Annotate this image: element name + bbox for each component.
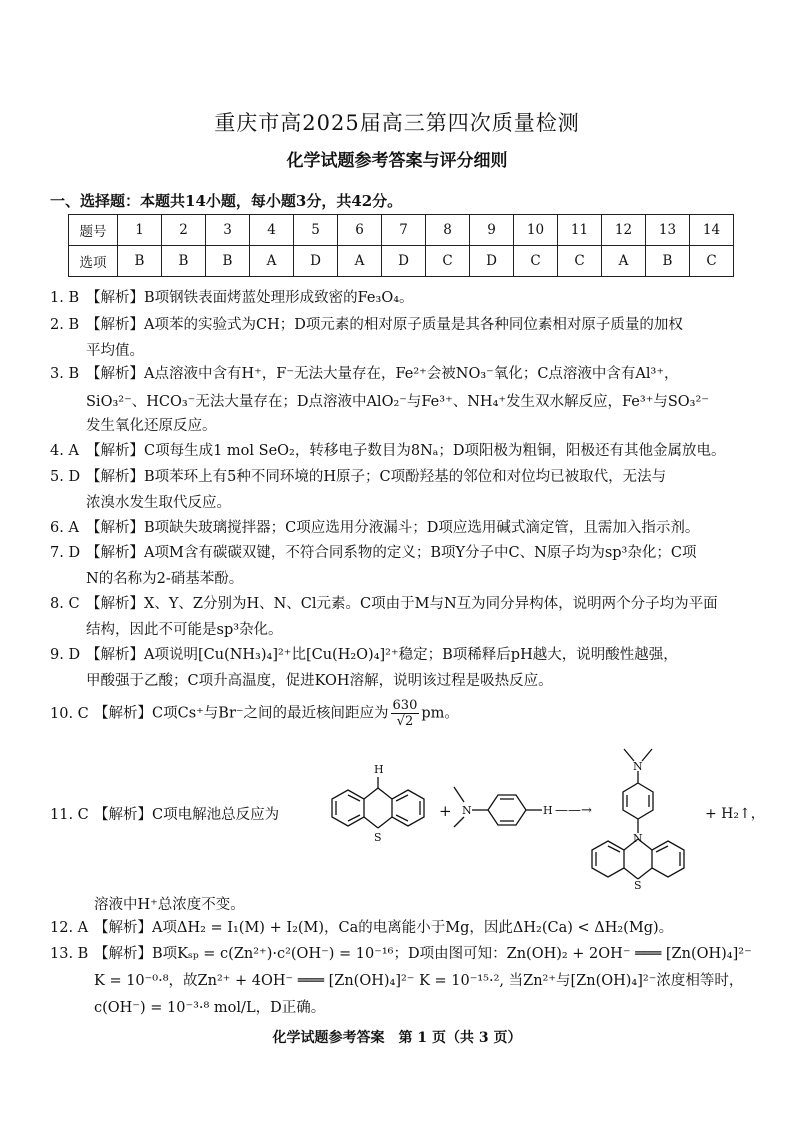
- reaction-arrow: ——→: [555, 803, 592, 818]
- answer-cell: B: [118, 246, 162, 277]
- item-number: 1. B: [50, 290, 80, 306]
- sulfur-label: S: [634, 879, 642, 890]
- item-continuation: SiO₃²⁻、HCO₃⁻无法大量存在；D点溶液中AlO₂⁻与Fe³⁺、NH₄⁺发生双水解反应，Fe³⁺与SO₃²⁻: [86, 394, 709, 410]
- item-continuation: 发生氧化还原反应。: [86, 418, 217, 434]
- item-explanation: 【解析】A项说明[Cu(NH₃)₄]²⁺比[Cu(H₂O)₄]²⁺稳定；B项稀释后pH越大，说明酸性越强，: [86, 647, 678, 663]
- item-explanation: 【解析】C项每生成1 mol SeO₂，转移电子数目为8Nₐ；D项阳极为粗铜，阳极还有其他金属放电。: [86, 443, 726, 459]
- answer-cell: B: [206, 246, 250, 277]
- question-number-cell: 2: [162, 215, 206, 246]
- table-row: [69, 215, 734, 246]
- answer-item: [50, 942, 752, 966]
- table-row: [69, 246, 734, 277]
- item-continuation: N的名称为2-硝基苯酚。: [86, 571, 244, 587]
- item-continuation: 甲酸强于乙酸；C项升高温度，促进KOH溶解，说明该过程是吸热反应。: [86, 673, 553, 689]
- item-number: 11. C: [50, 807, 89, 823]
- item-number: 12. A: [50, 920, 89, 936]
- page-footer: 化学试题参考答案 第 1 页（共 3 页）: [272, 1030, 522, 1046]
- answer-item: [50, 313, 683, 337]
- item-explanation: 【解析】A项苯的实验式为CH；D项元素的相对原子质量是其各种同位素相对原子质量的加权: [86, 317, 683, 333]
- answer-item: [50, 698, 459, 729]
- question-number-cell: 1: [118, 215, 162, 246]
- item-number: 6. A: [50, 520, 79, 536]
- item-explanation: 【解析】C项Cs⁺与Br⁻之间的最近核间距应为: [94, 705, 389, 722]
- page-subtitle: 化学试题参考答案与评分细则: [286, 151, 508, 171]
- question-number-cell: 14: [690, 215, 734, 246]
- question-number-cell: 10: [514, 215, 558, 246]
- fraction: [391, 698, 420, 729]
- item-explanation: 【解析】A项ΔH₂ = I₁(M) + I₂(M)，Ca的电离能小于Mg，因此ΔH₂(Ca) < ΔH₂(Mg)。: [94, 920, 674, 936]
- answer-cell: B: [162, 246, 206, 277]
- question-number-cell: 8: [426, 215, 470, 246]
- answer-cell: A: [250, 246, 294, 277]
- item-number: 8. C: [50, 596, 80, 612]
- item-explanation: 【解析】B项苯环上有5种不同环境的H原子；C项酚羟基的邻位和对位均已被取代，无法与: [86, 469, 667, 485]
- question-number-cell: 7: [382, 215, 426, 246]
- dimethylaniline-structure: [450, 775, 555, 850]
- question-number-cell: 3: [206, 215, 250, 246]
- nitrogen-label: N: [633, 760, 643, 773]
- answer-table: [68, 214, 734, 277]
- item-continuation: 溶液中H⁺总浓度不变。: [94, 897, 245, 913]
- page-title: 重庆市高2025届高三第四次质量检测: [214, 111, 580, 135]
- item-explanation-end: pm。: [421, 705, 459, 722]
- question-number-cell: 9: [470, 215, 514, 246]
- table-header-cell: 选项: [69, 246, 118, 277]
- nitrogen-label: N: [462, 804, 472, 817]
- answer-cell: C: [690, 246, 734, 277]
- answer-item: [50, 362, 679, 386]
- fraction-numerator: 630: [392, 698, 418, 713]
- question-number-cell: 13: [646, 215, 690, 246]
- table-header-cell: 题号: [69, 215, 118, 246]
- item-continuation: 浓溴水发生取代反应。: [86, 495, 231, 511]
- item-explanation-end: + H₂↑，: [705, 806, 765, 822]
- sulfur-label: S: [374, 831, 382, 844]
- item-continuation: 结构，因此不可能是sp³杂化。: [86, 622, 283, 638]
- item-number: 9. D: [50, 647, 81, 663]
- item-continuation: 平均值。: [86, 343, 144, 359]
- hydrogen-label: H: [543, 804, 553, 817]
- hydrogen-label: H: [374, 763, 384, 776]
- answer-cell: D: [470, 246, 514, 277]
- item-number: 7. D: [50, 545, 81, 561]
- answer-cell: A: [338, 246, 382, 277]
- item-number: 4. A: [50, 443, 79, 459]
- item-number: 13. B: [50, 946, 89, 962]
- item-explanation: 【解析】B项Kₛₚ = c(Zn²⁺)·c²(OH⁻) = 10⁻¹⁶；D项由图可知：Zn(OH)₂ + 2OH⁻ ═══ [Zn(OH)₄]²⁻: [94, 946, 752, 962]
- answer-cell: C: [514, 246, 558, 277]
- answer-item: [50, 803, 279, 827]
- nitrogen-label: N: [633, 832, 643, 845]
- plus-sign: +: [439, 802, 452, 820]
- question-number-cell: 5: [294, 215, 338, 246]
- question-number-cell: 12: [602, 215, 646, 246]
- answer-item: [50, 643, 678, 667]
- answer-cell: D: [294, 246, 338, 277]
- answer-cell: A: [602, 246, 646, 277]
- answer-item: [50, 541, 696, 565]
- product-structure: [580, 745, 695, 890]
- answer-item: [50, 592, 718, 616]
- question-number-cell: 6: [338, 215, 382, 246]
- item-explanation: 【解析】A项M含有碳碳双键，不符合同系物的定义；B项Y分子中C、N原子均为sp³杂化；C项: [86, 545, 697, 561]
- phenothiazine-structure: [320, 755, 435, 855]
- item-continuation: c(OH⁻) = 10⁻³·⁸ mol/L，D正确。: [94, 1000, 326, 1016]
- item-number: 3. B: [50, 366, 80, 382]
- item-continuation: K = 10⁻⁰·⁸，故Zn²⁺ + 4OH⁻ ═══ [Zn(OH)₄]²⁻ K = 10⁻¹⁵·², 当Zn²⁺与[Zn(OH)₄]²⁻浓度相等时，: [94, 973, 744, 989]
- section-heading: 一、选择题：本题共14小题，每小题3分，共42分。: [50, 192, 403, 210]
- answer-item: [50, 439, 726, 463]
- item-number: 5. D: [50, 469, 81, 485]
- answer-cell: D: [382, 246, 426, 277]
- answer-item: [50, 516, 699, 540]
- item-explanation: 【解析】B项缺失玻璃搅拌器；C项应选用分液漏斗；D项应选用碱式滴定管，且需加入指示剂。: [86, 520, 700, 536]
- answer-item: [50, 916, 673, 940]
- fraction-denominator: √2: [396, 714, 414, 729]
- question-number-cell: 4: [250, 215, 294, 246]
- item-explanation: 【解析】A点溶液中含有H⁺，F⁻无法大量存在，Fe²⁺会被NO₃⁻氧化；C点溶液中含有Al³⁺，: [86, 366, 679, 382]
- item-number: 2. B: [50, 317, 80, 333]
- item-number: 10. C: [50, 705, 89, 722]
- answer-cell: C: [558, 246, 602, 277]
- answer-cell: B: [646, 246, 690, 277]
- item-explanation: 【解析】C项电解池总反应为: [94, 807, 280, 823]
- item-explanation: 【解析】X、Y、Z分别为H、N、Cl元素。C项由于M与N互为同分异构体，说明两个分子均为平面: [86, 596, 718, 612]
- answer-item: [50, 286, 414, 310]
- answer-cell: C: [426, 246, 470, 277]
- answer-item: [50, 465, 666, 489]
- item-explanation: 【解析】B项钢铁表面烤蓝处理形成致密的Fe₃O₄。: [86, 290, 414, 306]
- question-number-cell: 11: [558, 215, 602, 246]
